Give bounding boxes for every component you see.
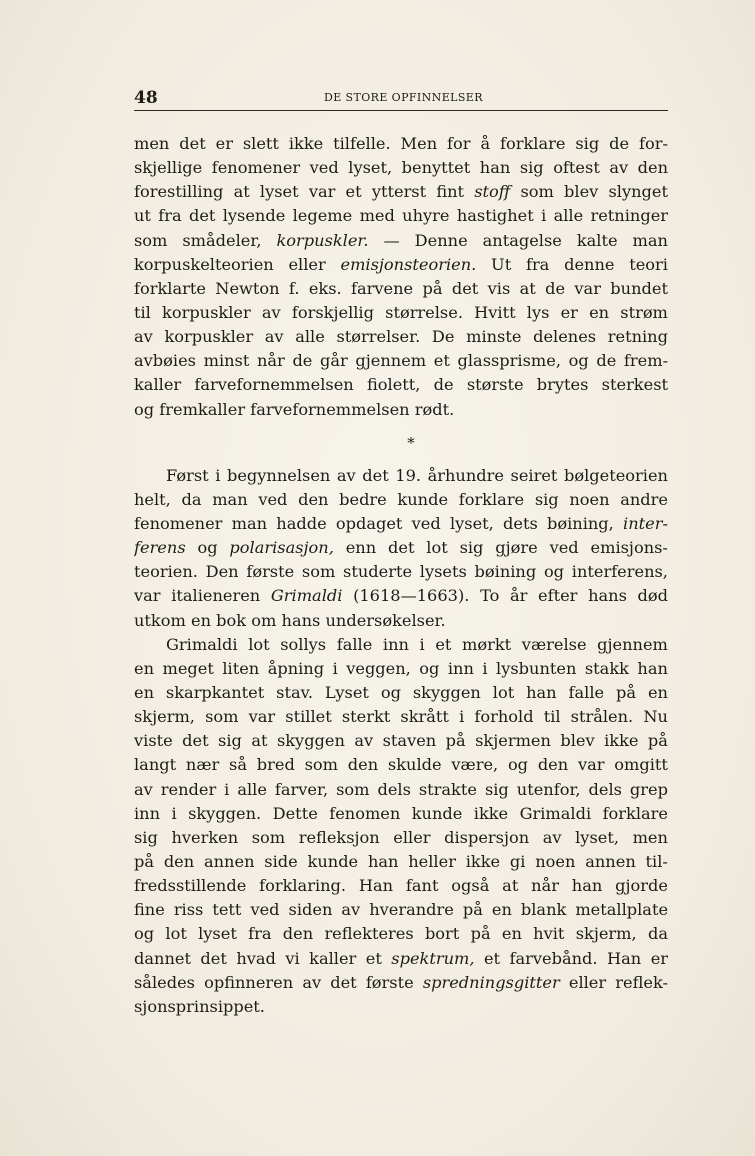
text-line: fenomener man hadde opdaget ved lyset, dets bøining, inter- — [134, 513, 668, 533]
text-line: kaller farvefornemmelsen fiolett, de største brytes sterkest — [134, 375, 668, 395]
text-line: Først i begynnelsen av det 19. århundre seiret bølgeteorien — [166, 465, 668, 485]
text-line: en skarpkantet stav. Lyset og skyggen lot han falle på en — [134, 682, 668, 702]
section-separator-asterisk: * — [407, 433, 415, 452]
text-line: viste det sig at skyggen av staven på skjermen blev ikke på — [134, 731, 668, 751]
text-line: av render i alle farver, som dels strakte sig utenfor, dels grep — [134, 779, 668, 799]
paragraph-corpuscular-theory — [134, 132, 668, 422]
text-line: teorien. Den første som studerte lysets bøining og interferens, — [134, 562, 668, 582]
text-line: og fremkaller farvefornemmelsen rødt. — [134, 399, 455, 419]
text-line: avbøies minst når de går gjennem et glassprisme, og de frem- — [134, 351, 668, 371]
text-line: på den annen side kunde han heller ikke gi noen annen til- — [134, 851, 668, 871]
text-line: langt nær så bred som den skulde være, og den var omgitt — [134, 755, 668, 775]
text-line: sig hverken som refleksjon eller dispersjon av lyset, men — [134, 827, 668, 847]
text-line: dannet det hvad vi kaller et spektrum, et farvebånd. Han er — [134, 948, 668, 968]
text-line: ferens og polarisasjon, enn det lot sig gjøre ved emisjons- — [134, 538, 668, 558]
text-line: skjellige fenomener ved lyset, benyttet han sig oftest av den — [134, 158, 668, 178]
text-line: fredsstillende forklaring. Han fant også at når han gjorde — [134, 876, 668, 896]
text-line: og lot lyset fra den reflekteres bort på en hvit skjerm, da — [134, 924, 668, 944]
text-line: korpuskelteorien eller emisjonsteorien. Ut fra denne teori — [134, 254, 668, 274]
text-line: helt, da man ved den bedre kunde forklare sig noen andre — [134, 489, 668, 509]
page-number: 48 — [134, 88, 158, 108]
text-line: men det er slett ikke tilfelle. Men for å forklare sig de for- — [134, 134, 668, 153]
text-line: var italieneren Grimaldi (1618—1663). To år efter hans død — [134, 586, 668, 606]
page-header — [134, 86, 668, 111]
text-line: Grimaldi lot sollys falle inn i et mørkt værelse gjennem — [166, 634, 668, 654]
text-line: forestilling at lyset var et ytterst fint stoff som blev slynget — [134, 182, 668, 202]
text-line: en meget liten åpning i veggen, og inn i lysbunten stakk han — [134, 658, 668, 678]
text-line: ut fra det lysende legeme med uhyre hastighet i alle retninger — [134, 206, 668, 226]
text-line: forklarte Newton f. eks. farvene på det vis at de var bundet — [134, 278, 668, 298]
body-text — [134, 132, 668, 1019]
paragraph-wave-theory — [134, 464, 668, 633]
text-line: som smådeler, korpuskler. — Denne antagelse kalte man — [134, 230, 668, 250]
text-line: sjonsprinsippet. — [134, 996, 265, 1016]
text-line: fine riss tett ved siden av hverandre på en blank metallplate — [134, 900, 668, 920]
paragraph-grimaldi-experiment — [134, 633, 668, 1019]
text-line: således opfinneren av det første spredningsgitter eller reflek- — [134, 972, 668, 992]
text-line: utkom en bok om hans undersøkelser. — [134, 610, 446, 630]
running-head: DE STORE OPFINNELSER — [324, 91, 483, 104]
text-line: til korpuskler av forskjellig størrelse. Hvitt lys er en strøm — [134, 302, 668, 322]
text-line: skjerm, som var stillet sterkt skrått i forhold til strålen. Nu — [134, 707, 668, 727]
text-line: inn i skyggen. Dette fenomen kunde ikke Grimaldi forklare — [134, 803, 668, 823]
text-line: av korpuskler av alle størrelser. De minste delenes retning — [134, 327, 668, 347]
